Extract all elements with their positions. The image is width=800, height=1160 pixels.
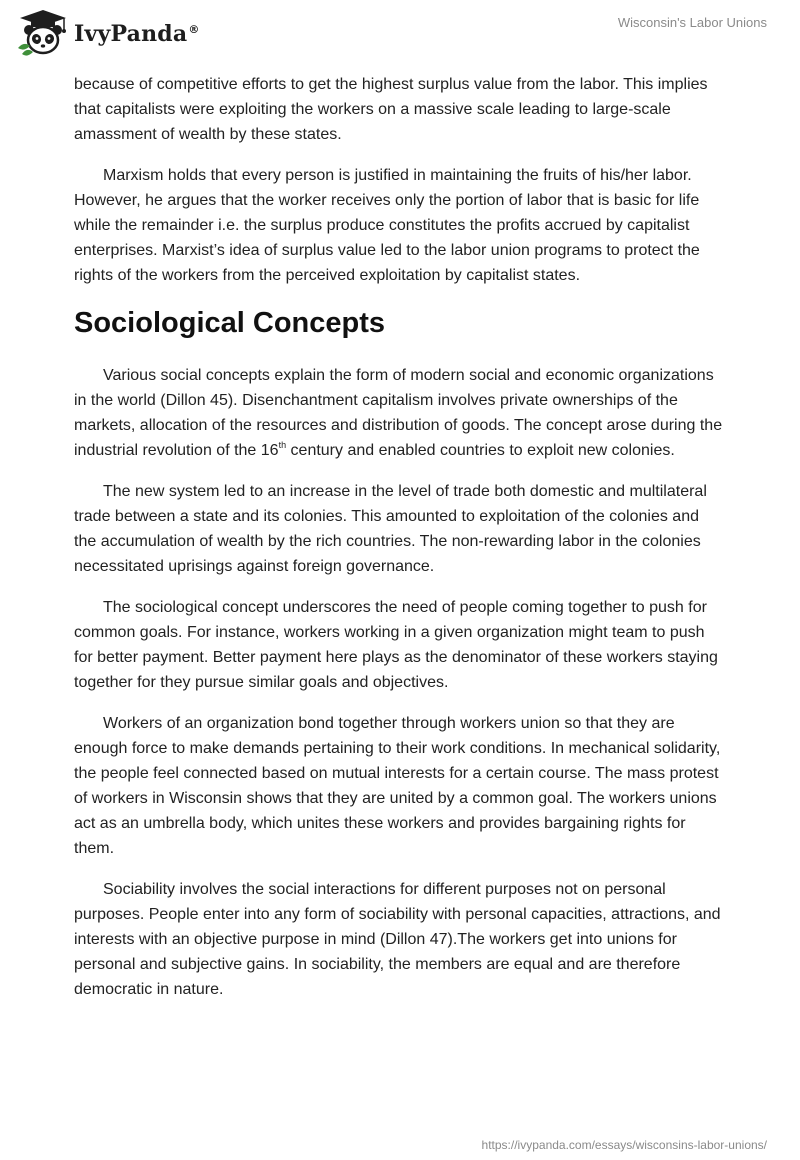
paragraph-4: The new system led to an increase in the level of trade both domestic and multilateral trade between a state and its colonies. This amounted to exploitation of the colonies and the accumulation of wealth by the rich countries. The non-rewarding labor in the colonies necessitated uprisings against foreign governance. (74, 483, 707, 575)
paragraph-7: Sociability involves the social interactions for different purposes not on personal purposes. People enter into any form of sociability with personal capacities, attractions, and interests with an objective purpose in mind (Dillon 47).The workers get into unions for personal and subjective gains. In sociability, the members are equal and are therefore democratic in nature. (74, 881, 721, 998)
paragraph-3: Various social concepts explain the form of modern social and economic organizations in the world (Dillon 45). Disenchantment capitalism involves private ownerships of the markets, allocation of the resources and distribution of goods. The concept arose during the industrial revolution of the 16th century and enabled countries to exploit new colonies. (74, 367, 723, 459)
section-heading: Sociological Concepts (74, 307, 385, 339)
paragraph-6: Workers of an organization bond together through workers union so that they are enough force to make demands pertaining to their work conditions. In mechanical solidarity, the people feel connected based on mutual interests for a certain course. The mass protest of workers in Wisconsin shows that they are united by a common goal. The workers unions act as an umbrella body, which unites these workers and provides bargaining rights for them. (74, 715, 721, 857)
ivypanda-logo[interactable] (14, 8, 200, 58)
page-header (0, 0, 800, 72)
panda-graduate-icon (14, 8, 72, 58)
running-title: Wisconsin's Labor Unions (617, 15, 767, 30)
paragraph-2: Marxism holds that every person is justified in maintaining the fruits of his/her labor. However, he argues that the worker receives only the portion of labor that is basic for life while the remainder i.e. the surplus produce constitutes the profits accrued by capitalist enterprises. Marxist’s idea of surplus value led to the labor union programs to protect the rights of the workers from the perceived exploitation by capitalist states. (74, 167, 700, 284)
essay-body (74, 72, 724, 1018)
paragraph-1: because of competitive efforts to get the highest surplus value from the labor. This implies that capitalists were exploiting the workers on a massive scale leading to large-scale amassment of wealth by these states. (74, 76, 708, 143)
paragraph-5: The sociological concept underscores the need of people coming together to push for common goals. For instance, workers working in a given organization might team to push for better payment. Better payment here plays as the denominator of these workers staying together for they pursue similar goals and objectives. (74, 599, 718, 691)
source-url[interactable]: https://ivypanda.com/essays/wisconsins-labor-unions/ (481, 1138, 767, 1152)
ordinal-superscript: th (278, 439, 287, 450)
logo-wordmark: IvyPanda® (74, 21, 200, 47)
